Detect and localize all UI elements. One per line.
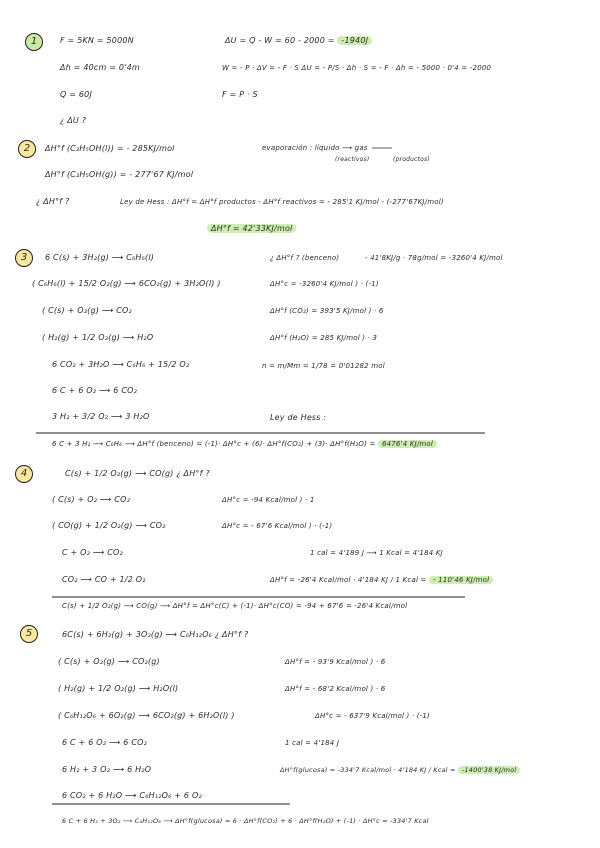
main-reaction: 6C(s) + 6H₂(g) + 3O₂(g) ⟶ C₆H₁₂O₆ ¿ ΔH°f ? [62,630,249,639]
work-formula: W = - P · ΔV = - F · S ΔU = - P/S · Δh · S = - F · Δh = - 5000 · 0'4 = -2000 [222,64,492,72]
section-number: 5 [20,625,38,643]
conversion: - 41'8KJ/g · 78g/mol = -3260'4 KJ/mol [365,254,503,262]
eq-line: ( C(s) + O₂(g) ⟶ CO₂(g) [58,657,160,666]
evaporation: evaporación : líquido ⟶ gas [262,144,368,152]
final-line: 6 C + 6 H₂ + 3O₂ ⟶ C₆H₁₂O₆ ⟶ ΔH°f(glucosa) = 6 · ΔH°f(CO₂) + 6 · ΔH°f(H₂O) + (-1) · ΔH°c = -334'7 Kcal [62,817,429,825]
result-highlight: ΔH°f = 42'33KJ/mol [207,224,296,233]
eq-combustion: ( C₆H₆(l) + 15/2 O₂(g) ⟶ 6CO₂(g) + 3H₂O(l) ) [32,279,221,288]
sum-line: 6 CO₂ + 6 H₂O ⟶ C₆H₁₂O₆ + 6 O₂ [62,791,202,800]
dh-line: ΔH°f = - 68'2 Kcal/mol ) · 6 [285,685,386,693]
question: ¿ ΔH°f ? (benceno) [270,254,340,262]
enthalpy-ethanol-liquid: ΔH°f (C₂H₅OH(l)) = - 285KJ/mol [45,144,175,153]
dh-line: ΔH°c = -94 Kcal/mol ) · 1 [222,496,315,504]
conversion: 1 cal = 4'184 J [285,739,340,747]
enthalpy-ethanol-gas: ΔH°f (C₂H₅OH(g)) = - 277'67 KJ/mol [45,170,194,179]
section-number: 3 [15,249,33,267]
eq-line: ( CO(g) + 1/2 O₂(g) ⟶ CO₂ [52,521,166,530]
sum-line: 6 C + 6 O₂ ⟶ 6 CO₂ [52,386,138,395]
dh-carbon: ΔH°f (CO₂) = 393'5 KJ/mol ) · 6 [270,307,384,315]
eq-line: ( H₂(g) + 1/2 O₂(g) ⟶ H₂O(l) [58,684,179,693]
eq-line: ( C₆H₁₂O₆ + 6O₂(g) ⟶ 6CO₂(g) + 6H₂O(l) ) [58,711,235,720]
main-reaction: C(s) + 1/2 O₂(g) ⟶ CO(g) ¿ ΔH°f ? [65,469,210,478]
section-number: 4 [15,465,33,483]
pressure-formula: F = P · S [222,90,258,99]
eq-line: CO₂ ⟶ CO + 1/2 O₂ [62,575,146,584]
hess-label: Ley de Hess : [270,413,327,422]
result-highlight: -1400'38 KJ/mol [458,766,521,774]
question: ¿ ΔH°f ? [36,197,70,206]
main-reaction: 6 C(s) + 3H₂(g) ⟶ C₆H₆(l) [45,253,155,262]
final-line: C(s) + 1/2 O₂(g) ⟶ CO(g) ⟶ ΔH°f = ΔH°c(C) + (-1)· ΔH°c(CO) = -94 + 67'6 = -26'4 Kcal/mol [62,602,408,610]
sum-line: 6 C + 6 O₂ ⟶ 6 CO₂ [62,738,148,747]
work-line-text: ΔU = Q - W = 60 - 2000 = [225,36,338,45]
section-number: 1 [25,33,43,51]
sum-line: 6 H₂ + 3 O₂ ⟶ 6 H₂O [62,765,152,774]
eq-carbon: ( C(s) + O₂(g) ⟶ CO₂ [42,306,132,315]
dh-hydrogen: ΔH°f (H₂O) = 285 KJ/mol ) · 3 [270,334,378,342]
eq-line: C + O₂ ⟶ CO₂ [62,548,123,557]
final-line [52,440,437,448]
dh-line: ΔH°c = - 67'6 Kcal/mol ) · (-1) [222,522,333,530]
result-highlight: - 110'46 KJ/mol [429,576,493,584]
result [207,224,296,233]
section-number: 2 [18,140,36,158]
dh-line: ΔH°c = - 637'9 Kcal/mol ) · (-1) [315,712,430,720]
dh-result-text: ΔH°f = -26'4 Kcal/mol · 4'184 KJ / 1 Kcal = [270,576,430,584]
moles: n = m/Mm = 1/78 = 0'01282 mol [262,362,385,370]
work-result: -1940J [337,36,372,45]
dh-glucose [280,766,520,774]
question: ¿ ΔU ? [60,116,87,125]
sum-line: 3 H₂ + 3/2 O₂ ⟶ 3 H₂O [52,412,150,421]
final-result: 6476'4 KJ/mol [378,440,437,448]
dh-combustion: ΔH°c = -3260'4 KJ/mol ) · (-1) [270,280,379,288]
hess-law: Ley de Hess : ΔH°f = ΔH°f productos - ΔH°f reactivos = - 285'1 KJ/mol - (-277'67KJ/mol) [120,198,444,206]
dh-line: ΔH°f = - 93'9 Kcal/mol ) · 6 [285,658,386,666]
work-line [225,36,372,45]
sum-line: 6 CO₂ + 3H₂O ⟶ C₆H₆ + 15/2 O₂ [52,360,190,369]
dh-glucose-text: ΔH°f(glucosa) = -334'7 Kcal/mol · 4'184 KJ / Kcal = [280,766,458,774]
conversion: 1 cal = 4'189 J ⟶ 1 Kcal = 4'184 KJ [310,549,443,557]
eq-hydrogen: ( H₂(g) + 1/2 O₂(g) ⟶ H₂O [42,333,154,342]
distance-value: Δh = 40cm = 0'4m [60,63,140,72]
reactives-label: (reactivos) [335,156,370,163]
final-line-text: 6 C + 3 H₂ ⟶ C₆H₆ ⟶ ΔH°f (benceno) = (-1)· ΔH°c + (6)· ΔH°f(CO₂) + (3)· ΔH°f(H₂O) = [52,440,378,448]
eq-line: ( C(s) + O₂ ⟶ CO₂ [52,495,130,504]
dh-result [270,576,493,584]
products-label: (productos) [393,156,430,163]
force-value: F = 5KN = 5000N [60,36,134,45]
heat-value: Q = 60J [60,90,93,99]
